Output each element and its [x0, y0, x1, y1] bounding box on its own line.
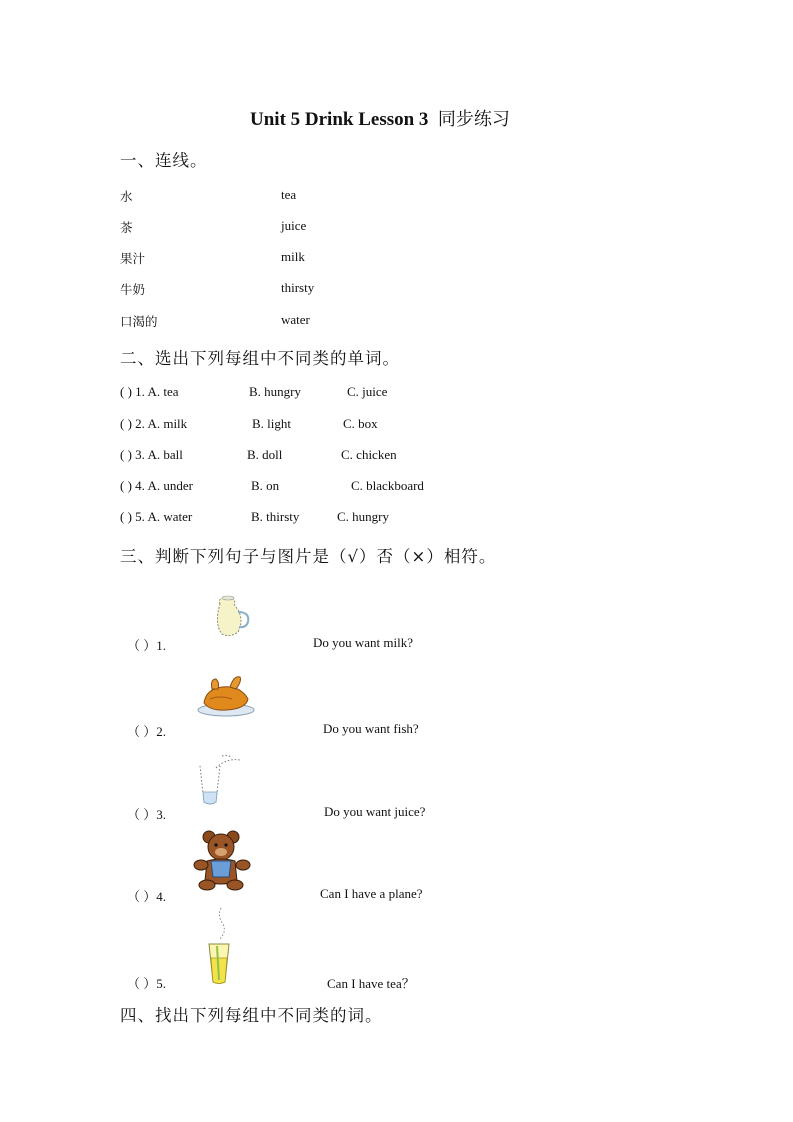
choice-item-1-c: C. juice	[347, 384, 388, 399]
match-right-5: water	[281, 312, 310, 327]
glass-of-juice-icon	[203, 906, 239, 986]
choice-item-1-b: B. hungry	[249, 384, 301, 399]
choice-item-5-b: B. thirsty	[251, 509, 300, 524]
choice-item-2-a: ( ) 2. A. milk	[120, 416, 188, 431]
choice-item-2-c: C. box	[343, 416, 378, 431]
judge-item-3-number: （ ）3.	[127, 807, 167, 822]
judge-item-1-sentence: Do you want milk?	[313, 635, 414, 650]
match-left-5: 口渴的	[120, 314, 158, 329]
judge-item-5-sentence: Can I have tea？	[327, 976, 415, 991]
judge-item-4-sentence: Can I have a plane?	[320, 886, 423, 901]
choice-item-4-b: B. on	[251, 478, 280, 493]
match-left-1: 水	[120, 189, 133, 204]
choice-item-5-a: ( ) 5. A. water	[120, 509, 193, 524]
choice-item-3-a: ( ) 3. A. ball	[120, 447, 183, 462]
judge-item-1-number: （ ）1.	[127, 638, 167, 653]
section1-heading: 一、连线。	[120, 151, 208, 170]
judge-item-5-number: （ ）5.	[127, 976, 167, 991]
section4-heading: 四、找出下列每组中不同类的词。	[120, 1006, 383, 1025]
judge-item-2-number: （ ）2.	[127, 724, 167, 739]
choice-item-4-a: ( ) 4. A. under	[120, 478, 193, 493]
title-english: Unit 5 Drink Lesson 3	[250, 109, 429, 130]
match-right-4: thirsty	[281, 280, 315, 295]
judge-item-3-sentence: Do you want juice?	[324, 804, 426, 819]
match-left-2: 茶	[120, 220, 133, 235]
match-right-3: milk	[281, 249, 305, 264]
page-title	[250, 105, 510, 131]
match-right-2: juice	[281, 218, 307, 233]
judge-item-4-number: （ ）4.	[127, 889, 167, 904]
section2-heading: 二、选出下列每组中不同类的单词。	[120, 349, 400, 368]
choice-item-5-c: C. hungry	[337, 509, 389, 524]
match-right-1: tea	[281, 187, 297, 202]
choice-item-3-b: B. doll	[247, 447, 283, 462]
milk-jug-icon	[210, 594, 254, 640]
section3-heading: 三、判断下列句子与图片是（√）否（×）相符。	[120, 547, 497, 566]
teddy-bear-icon	[193, 829, 253, 891]
glass-of-water-icon	[192, 752, 244, 810]
judge-item-2-sentence: Do you want fish?	[323, 721, 419, 736]
choice-item-1-a: ( ) 1. A. tea	[120, 384, 179, 399]
roast-chicken-icon	[196, 673, 256, 719]
choice-item-4-c: C. blackboard	[351, 478, 424, 493]
match-left-4: 牛奶	[120, 282, 146, 297]
match-left-3: 果汁	[120, 251, 146, 266]
choice-item-3-c: C. chicken	[341, 447, 397, 462]
choice-item-2-b: B. light	[252, 416, 292, 431]
title-chinese: 同步练习	[437, 109, 510, 130]
